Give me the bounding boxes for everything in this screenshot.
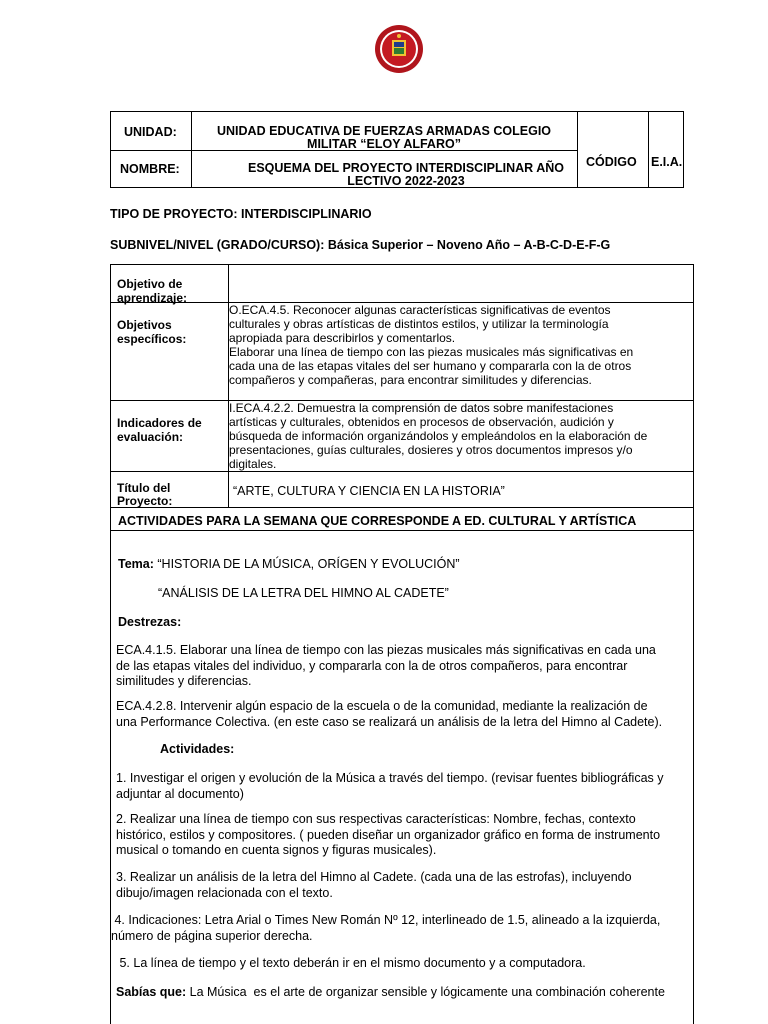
sabias-que-label: Sabías que: bbox=[116, 985, 187, 999]
objetivos-especificos-line: Elaborar una línea de tiempo con las piezas musicales más significativas en bbox=[229, 345, 634, 359]
indicadores-line: I.ECA.4.2.2. Demuestra la comprensión de datos sobre manifestaciones bbox=[229, 401, 614, 415]
actividad-3-line: dibujo/imagen relacionada con el texto. bbox=[116, 885, 333, 900]
objetivos-especificos-line: apropiada para describirlos y comentarlos. bbox=[229, 331, 456, 345]
nombre-value bbox=[191, 162, 621, 188]
tema-2: “ANÁLISIS DE LA LETRA DEL HIMNO AL CADETE” bbox=[158, 586, 449, 600]
indicadores-label bbox=[117, 416, 202, 444]
objetivo-aprendizaje-label-line-2: aprendizaje: bbox=[117, 291, 188, 305]
destreza-2 bbox=[116, 699, 688, 730]
actividad-4-line: número de página superior derecha. bbox=[111, 928, 313, 943]
tipo-proyecto: TIPO DE PROYECTO: INTERDISCIPLINARIO bbox=[110, 207, 372, 221]
actividad-1-line: 1. Investigar el origen y evolución de la Música a través del tiempo. (revisar fuentes bibliográficas y bbox=[116, 771, 664, 785]
indicadores-line: artísticas y culturales, obtenidos en procesos de observación, audición y bbox=[229, 415, 614, 429]
actividad-4-line: 4. Indicaciones: Letra Arial o Times New Román Nº 12, interlineado de 1.5, alineado a la izquierda, bbox=[111, 913, 661, 927]
unidad-value-line-1: UNIDAD EDUCATIVA DE FUERZAS ARMADAS COLEGIO bbox=[216, 124, 552, 138]
unidad-label: UNIDAD: bbox=[124, 125, 177, 139]
destreza-2-line: una Performance Colectiva. (en este caso se realizará un análisis de la letra del Himno al Cadete). bbox=[116, 714, 663, 729]
objetivos-especificos-line: O.ECA.4.5. Reconocer algunas características significativas de eventos bbox=[229, 303, 611, 317]
tema-1: “HISTORIA DE LA MÚSICA, ORÍGEN Y EVOLUCIÓN” bbox=[157, 557, 460, 571]
titulo-value: “ARTE, CULTURA Y CIENCIA EN LA HISTORIA” bbox=[233, 484, 505, 498]
nombre-value-line-1: ESQUEMA DEL PROYECTO INTERDISCIPLINAR AÑO bbox=[247, 161, 564, 175]
destreza-2-line: ECA.4.2.8. Intervenir algún espacio de la escuela o de la comunidad, mediante la realización de bbox=[116, 699, 648, 713]
titulo-label bbox=[117, 482, 172, 508]
titulo-label-line-1: Título del bbox=[117, 481, 171, 495]
actividades-header: ACTIVIDADES PARA LA SEMANA QUE CORRESPONDE A ED. CULTURAL Y ARTÍSTICA bbox=[118, 514, 637, 528]
objetivo-aprendizaje-label-line-1: Objetivo de bbox=[117, 277, 183, 291]
nombre-label: NOMBRE: bbox=[120, 162, 180, 176]
tema-label: Tema: bbox=[118, 557, 154, 571]
school-seal-logo bbox=[374, 24, 424, 74]
actividad-2-line: 2. Realizar una línea de tiempo con sus respectivas características: Nombre, fechas, contexto bbox=[116, 812, 636, 826]
indicadores-line: digitales. bbox=[229, 457, 277, 471]
sabias-que bbox=[116, 985, 690, 1001]
destreza-1-line: similitudes y diferencias. bbox=[116, 674, 252, 688]
destrezas-label: Destrezas: bbox=[118, 615, 182, 629]
objetivo-aprendizaje-label bbox=[117, 277, 187, 305]
objetivos-especificos-text bbox=[229, 303, 694, 387]
actividad-1-line: adjuntar al documento) bbox=[116, 786, 244, 801]
indicadores-line: presentaciones, guías culturales, dosieres y otros documentos impresos y/o bbox=[229, 443, 633, 457]
titulo-label-line-2: Proyecto: bbox=[117, 494, 173, 508]
objetivos-especificos-line: culturales y obras artísticas de distintos estilos, y utilizar la terminología bbox=[229, 317, 609, 331]
codigo-value: E.I.A. bbox=[651, 155, 683, 169]
unidad-value bbox=[191, 125, 577, 151]
objetivos-especificos-label-line-2: específicos: bbox=[117, 332, 187, 346]
unidad-value-line-2: MILITAR “ELOY ALFARO” bbox=[307, 137, 461, 151]
actividad-3 bbox=[116, 870, 688, 901]
subnivel: SUBNIVEL/NIVEL (GRADO/CURSO): Básica Superior – Noveno Año – A-B-C-D-E-F-G bbox=[110, 238, 611, 252]
objetivos-especificos-label bbox=[117, 318, 186, 346]
nombre-value-line-2: LECTIVO 2022-2023 bbox=[347, 174, 465, 188]
actividad-1 bbox=[116, 771, 688, 802]
codigo-label: CÓDIGO bbox=[586, 155, 637, 169]
indicadores-line: búsqueda de información organizándolos y empleándolos en la elaboración de bbox=[229, 429, 648, 443]
actividad-2-line: musical o tomando en cuenta signos y figuras musicales). bbox=[116, 843, 437, 857]
actividad-2 bbox=[116, 812, 688, 859]
objetivos-especificos-label-line-1: Objetivos bbox=[117, 318, 172, 332]
actividad-5: 5. La línea de tiempo y el texto deberán ir en el mismo documento y a computadora. bbox=[116, 956, 586, 970]
actividad-4 bbox=[111, 913, 691, 944]
indicadores-label-line-1: Indicadores de bbox=[117, 416, 202, 430]
indicadores-text bbox=[229, 401, 694, 471]
indicadores-label-line-2: evaluación: bbox=[117, 430, 184, 444]
tema-line-1 bbox=[118, 557, 460, 571]
destreza-1-line: ECA.4.1.5. Elaborar una línea de tiempo con las piezas musicales más significativas en cada una bbox=[116, 643, 656, 657]
actividad-3-line: 3. Realizar un análisis de la letra del Himno al Cadete. (cada una de las estrofas), incluyendo bbox=[116, 870, 632, 884]
sabias-que-text: La Música es el arte de organizar sensible y lógicamente una combinación coherente bbox=[186, 985, 665, 999]
actividad-2-line: histórico, estilos y compositores. ( pueden diseñar un organizador gráfico en forma de instrumento bbox=[116, 827, 661, 842]
destreza-1 bbox=[116, 643, 688, 690]
actividades-label: Actividades: bbox=[160, 742, 235, 756]
destreza-1-line: de las etapas vitales del individuo, y compararla con la de otros compañeros, para encontrar bbox=[116, 658, 628, 673]
objetivos-especificos-line: cada una de las etapas vitales del ser humano y compararla con la de otros bbox=[229, 359, 632, 373]
objetivos-especificos-line: compañeros y compañeras, para encontrar similitudes y diferencias. bbox=[229, 373, 592, 387]
